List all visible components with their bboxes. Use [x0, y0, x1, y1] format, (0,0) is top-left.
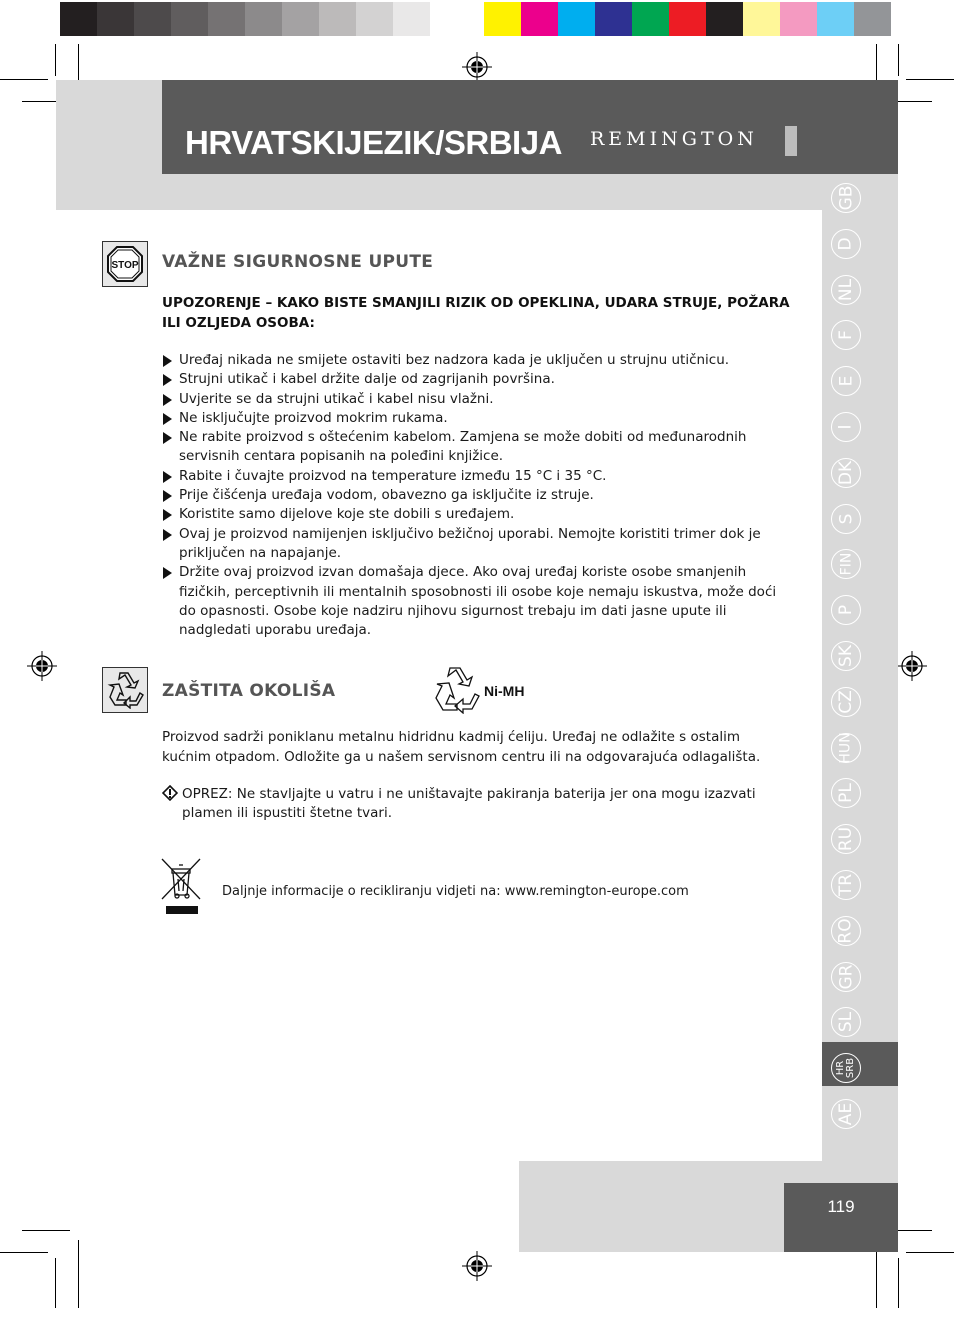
language-tab-gr[interactable]	[831, 962, 861, 992]
language-tab-label: I	[835, 424, 856, 430]
language-tab-label: S	[835, 513, 856, 525]
grey-swatch	[171, 2, 208, 36]
stop-icon-box	[102, 241, 148, 287]
language-tab-fin[interactable]	[831, 549, 861, 579]
language-tab-label: DK	[836, 460, 856, 486]
page-number: 119	[827, 1197, 855, 1216]
color-swatch	[669, 2, 706, 36]
language-tab-ae[interactable]	[831, 1099, 861, 1129]
stop-sign-icon	[106, 245, 144, 283]
recycling-info: Daljnje informacije o recikliranju vidjeti na: www.remington-europe.com	[222, 884, 689, 899]
language-tab-label: GR	[836, 964, 856, 990]
language-tab-label: E	[836, 375, 856, 387]
language-tab-label: AE	[836, 1102, 856, 1126]
brand-logo: REMINGTON	[590, 128, 758, 150]
list-item: Rabite i čuvajte proizvod na temperature između 15 °C i 35 °C.	[162, 467, 792, 486]
language-tab-label: FIN	[838, 552, 854, 576]
header-accent-block	[785, 126, 797, 156]
warning-heading: UPOZORENJE – KAKO BISTE SMANJILI RIZIK OD OPEKLINA, UDARA STRUJE, POŽARA ILI OZLJEDA OSOBA:	[162, 295, 790, 331]
language-tab-label: SL	[835, 1011, 856, 1033]
grey-swatch	[97, 2, 134, 36]
crop-mark	[898, 44, 899, 76]
language-tab-dk[interactable]	[831, 458, 861, 488]
crop-mark	[906, 1252, 954, 1253]
language-tab-label: TR	[835, 873, 856, 897]
grey-swatch	[282, 2, 319, 36]
list-item: Ne rabite proizvod s oštećenim kabelom. Zamjena se može dobiti od međunarodnih servisnih centara popisanih na poleđini knjižice.	[162, 428, 792, 467]
grey-swatch	[319, 2, 356, 36]
grey-swatch	[60, 2, 97, 36]
language-tab-hr-srb[interactable]	[831, 1053, 861, 1083]
color-swatch	[743, 2, 780, 36]
color-swatch	[521, 2, 558, 36]
registration-mark-icon	[462, 1251, 492, 1281]
caution-icon	[162, 785, 178, 801]
recycle-icon	[106, 671, 144, 709]
list-item: Ovaj je proizvod namijenjen isključivo bežičnoj uporabi. Nemojte koristiti trimer dok je priključen na napajanje.	[162, 525, 792, 564]
caution-text: OPREZ: Ne stavljajte u vatru i ne uništavajte pakiranja baterija jer ona mogu izazvati plamen ili ispustiti štetne tvari.	[182, 786, 756, 821]
language-tab-label: CZ	[836, 690, 856, 714]
registration-mark-icon	[462, 52, 492, 82]
crop-mark	[906, 79, 954, 80]
language-tab-f[interactable]	[831, 320, 861, 350]
color-swatch	[595, 2, 632, 36]
language-tab-gb[interactable]	[831, 183, 861, 213]
page-title: HRVATSKIJEZIK/SRBIJA	[185, 124, 562, 161]
environment-heading: ZAŠTITA OKOLIŠA	[162, 681, 336, 701]
color-swatch	[854, 2, 891, 36]
crop-mark	[55, 44, 56, 76]
stop-label: STOP	[111, 260, 139, 271]
registration-mark-icon	[897, 651, 927, 681]
language-tab-tr[interactable]	[831, 870, 861, 900]
crossed-bin-icon	[160, 857, 204, 917]
list-item: Strujni utikač i kabel držite dalje od zagrijanih površina.	[162, 370, 792, 389]
environment-paragraph: Proizvod sadrži poniklanu metalnu hidridnu kadmij ćeliju. Uređaj ne odlažite s ostalim kućnim otpadom. Odložite ga u našem servisnom centru ili na odgovarajuća odlagališta.	[162, 729, 761, 765]
language-tab-label: NL	[835, 278, 856, 302]
language-tab-label: P	[835, 604, 856, 616]
color-swatch	[484, 2, 521, 36]
safety-instructions-list	[162, 351, 792, 640]
language-tab-sl[interactable]	[831, 1007, 861, 1037]
list-item: Ne isključujte proizvod mokrim rukama.	[162, 409, 792, 428]
language-tab-label: RU	[835, 826, 856, 852]
language-tab-cz[interactable]	[831, 687, 861, 717]
color-swatch	[706, 2, 743, 36]
battery-recycle-icon	[432, 666, 480, 714]
language-tab-label: GB	[836, 185, 856, 211]
battery-type-label: Ni-MH	[484, 683, 525, 699]
crop-mark	[78, 1240, 79, 1308]
color-swatch	[632, 2, 669, 36]
language-tab-hun[interactable]	[831, 733, 861, 763]
language-tab-label: HUN	[838, 732, 854, 764]
recycle-icon-box	[102, 667, 148, 713]
grey-swatch	[356, 2, 393, 36]
language-tab-ru[interactable]	[831, 824, 861, 854]
language-tab-pl[interactable]	[831, 778, 861, 808]
grey-swatch	[208, 2, 245, 36]
language-tab-nl[interactable]	[831, 275, 861, 305]
safety-heading: VAŽNE SIGURNOSNE UPUTE	[162, 252, 434, 272]
language-tab-sk[interactable]	[831, 641, 861, 671]
language-tab-i[interactable]	[831, 412, 861, 442]
language-tab-label: RO	[835, 918, 856, 944]
page-number-box	[784, 1183, 898, 1252]
crop-mark	[0, 79, 48, 80]
registration-mark-icon	[27, 651, 57, 681]
language-tab-label: D	[836, 237, 856, 251]
list-item: Koristite samo dijelove koje ste dobili s uređajem.	[162, 505, 792, 524]
color-swatch	[558, 2, 595, 36]
crop-mark	[22, 1230, 70, 1231]
grey-swatch	[393, 2, 430, 36]
language-tab-d[interactable]	[831, 229, 861, 259]
language-tab-label: PL	[835, 783, 856, 803]
language-tab-label: F	[836, 330, 856, 340]
grey-swatch	[134, 2, 171, 36]
language-tab-s[interactable]	[831, 504, 861, 534]
crop-mark	[55, 1258, 56, 1308]
language-tab-label: HR SRB	[835, 1057, 856, 1079]
list-item: Držite ovaj proizvod izvan domašaja djece. Ako ovaj uređaj koriste osobe smanjenih fizičkih, perceptivnih ili mentalnih sposobnosti ili osobe koje nemaju iskustva, može doći do opasnosti. Osobe koje nadziru njihovu sigurnost trebaju im dati jasne upute ili nadgledati uporabu uređaja.	[162, 563, 792, 640]
grey-swatch	[430, 2, 467, 36]
list-item: Uređaj nikada ne smijete ostaviti bez nadzora kada je uključen u strujnu utičnicu.	[162, 351, 792, 370]
language-tab-label: SK	[835, 645, 856, 667]
language-tab-e[interactable]	[831, 366, 861, 396]
crop-mark	[0, 1252, 48, 1253]
color-swatch	[780, 2, 817, 36]
language-tab-p[interactable]	[831, 595, 861, 625]
crop-mark	[898, 1258, 899, 1308]
list-item: Prije čišćenja uređaja vodom, obavezno ga isključite iz struje.	[162, 486, 792, 505]
grey-swatch	[245, 2, 282, 36]
language-tab-ro[interactable]	[831, 916, 861, 946]
color-swatch	[817, 2, 854, 36]
list-item: Uvjerite se da strujni utikač i kabel nisu vlažni.	[162, 390, 792, 409]
